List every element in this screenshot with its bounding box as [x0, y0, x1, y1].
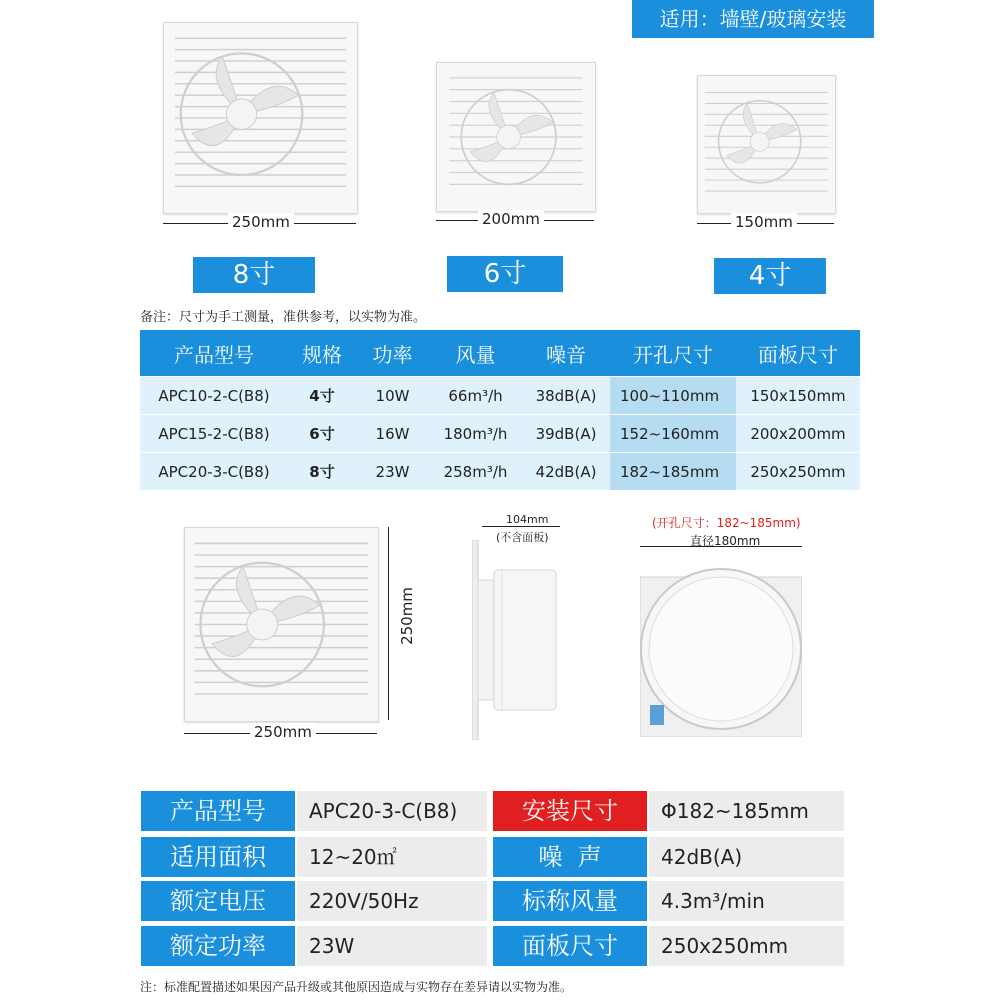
spec-label-panel-size: 面板尺寸 [493, 926, 647, 966]
header-model: 产品型号 [140, 330, 288, 377]
size-badge-6inch: 6寸 [447, 256, 563, 292]
install-type-badge: 适用：墙壁/玻璃安装 [632, 0, 874, 38]
cell-hole-size: 152~160mm [610, 415, 736, 453]
cell-airflow: 180m³/h [429, 415, 522, 453]
spec-label-airflow: 标称风量 [493, 881, 647, 921]
size-badge-8inch: 8寸 [193, 257, 315, 293]
table-row [140, 415, 860, 453]
fan-front-icon [164, 23, 357, 213]
spec-value-voltage: 220V/50Hz [297, 881, 487, 921]
spec-value-panel-size: 250x250mm [649, 926, 844, 966]
cell-hole-size: 182~185mm [610, 453, 736, 491]
spec-label-area: 适用面积 [141, 837, 295, 877]
fan-front-icon [437, 63, 595, 211]
spec-value-install-size: Φ182~185mm [649, 791, 844, 831]
fan-6inch-image [436, 62, 596, 212]
spec-label-model: 产品型号 [141, 791, 295, 831]
back-hole-size-label: (开孔尺寸：182~185mm) [652, 516, 801, 530]
header-panel-size: 面板尺寸 [736, 330, 860, 377]
cell-panel-size: 150x150mm [736, 377, 860, 415]
cell-size: 4寸 [288, 377, 356, 415]
disclaimer-note: 注：标准配置描述如果因产品升级或其他原因造成与实物存在差异请以实物为准。 [140, 980, 573, 994]
cell-power: 10W [356, 377, 429, 415]
fan-front-icon [185, 528, 378, 721]
spec-value-model: APC20-3-C(B8) [297, 791, 487, 831]
spec-label-install-size: 安装尺寸 [493, 791, 647, 831]
cell-size: 6寸 [288, 415, 356, 453]
fan-4inch-image [697, 75, 836, 214]
spec-value-area: 12~20㎡ [297, 837, 487, 877]
size-badge-4inch: 4寸 [714, 258, 826, 294]
fan-4inch-width-label: 150mm [731, 213, 797, 231]
cell-power: 23W [356, 453, 429, 491]
front-height-label: 250mm [398, 583, 416, 649]
cell-model: APC10-2-C(B8) [140, 377, 288, 415]
front-width-label: 250mm [250, 723, 316, 741]
measurement-note: 备注：尺寸为手工测量，准供参考，以实物为准。 [140, 310, 427, 325]
header-size: 规格 [288, 330, 356, 377]
cell-power: 16W [356, 415, 429, 453]
cell-model: APC15-2-C(B8) [140, 415, 288, 453]
cell-size: 8寸 [288, 453, 356, 491]
front-height-line [388, 527, 389, 720]
spec-label-power: 额定功率 [141, 926, 295, 966]
fan-front-icon [698, 76, 835, 213]
cell-panel-size: 200x200mm [736, 415, 860, 453]
spec-value-airflow: 4.3m³/min [649, 881, 844, 921]
fan-8inch-image [163, 22, 358, 214]
fan-6inch-width-label: 200mm [478, 210, 544, 228]
back-diameter-label: 直径180mm [690, 534, 761, 548]
cell-panel-size: 250x250mm [736, 453, 860, 491]
header-noise: 噪音 [522, 330, 610, 377]
spec-value-noise: 42dB(A) [649, 837, 844, 877]
header-airflow: 风量 [429, 330, 522, 377]
cell-airflow: 66m³/h [429, 377, 522, 415]
fan-back-view-image [640, 565, 802, 737]
side-depth-label: 104mm [506, 513, 549, 526]
header-hole-size: 开孔尺寸 [610, 330, 736, 377]
table-row [140, 377, 860, 415]
spec-comparison-table [140, 330, 860, 490]
cell-airflow: 258m³/h [429, 453, 522, 491]
side-depth-note: (不含面板) [496, 531, 549, 544]
spec-value-power: 23W [297, 926, 487, 966]
cell-noise: 39dB(A) [522, 415, 610, 453]
header-power: 功率 [356, 330, 429, 377]
cell-model: APC20-3-C(B8) [140, 453, 288, 491]
cell-noise: 42dB(A) [522, 453, 610, 491]
fan-8inch-width-label: 250mm [228, 213, 294, 231]
cell-noise: 38dB(A) [522, 377, 610, 415]
cell-hole-size: 100~110mm [610, 377, 736, 415]
fan-front-detail-image [184, 527, 379, 722]
spec-label-noise: 噪 声 [493, 837, 647, 877]
fan-side-view-image [472, 540, 562, 740]
side-depth-line [482, 526, 560, 527]
spec-label-voltage: 额定电压 [141, 881, 295, 921]
table-row [140, 453, 860, 491]
